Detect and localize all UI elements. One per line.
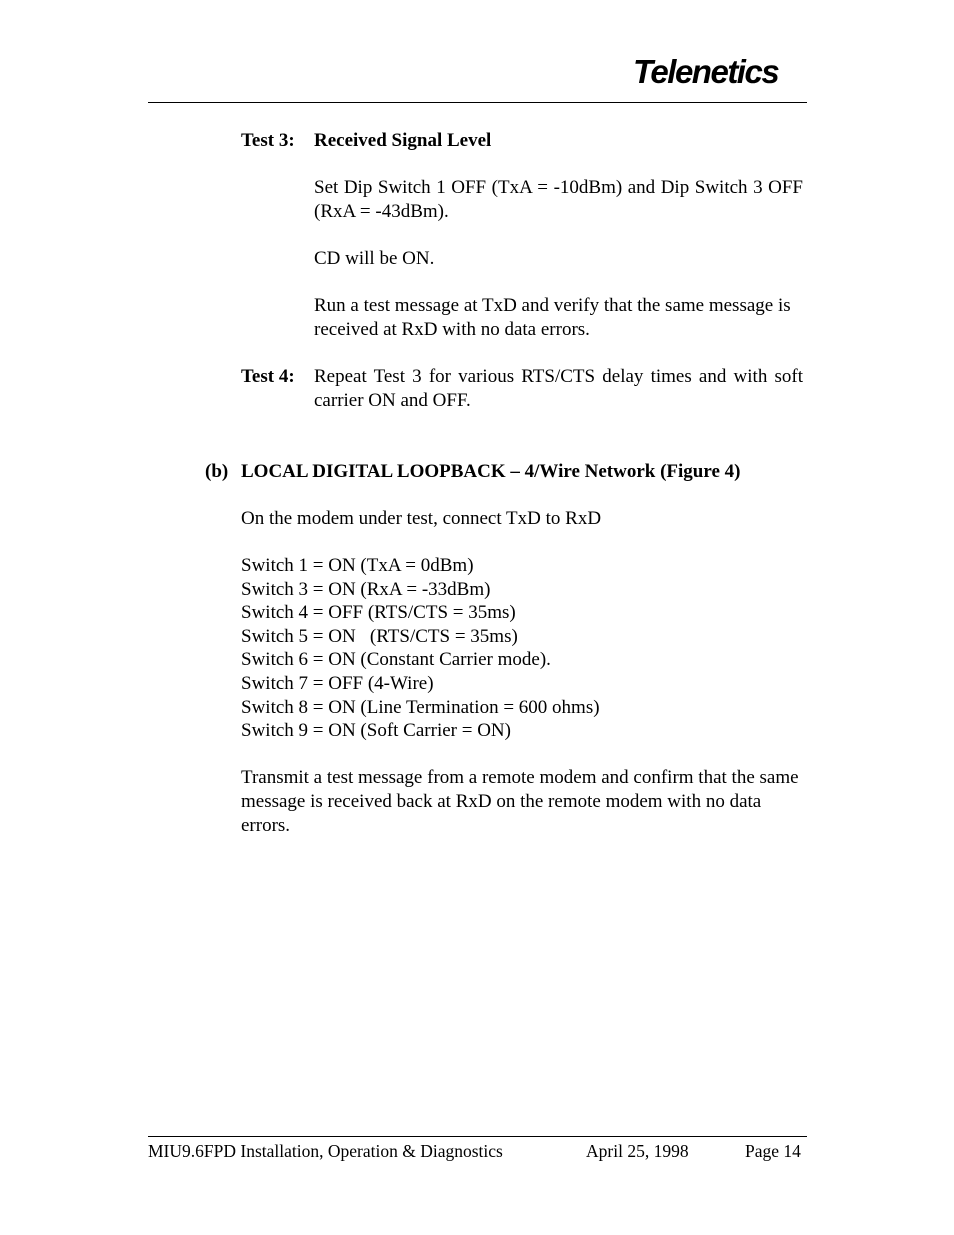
footer-doc-title: MIU9.6FPD Installation, Operation & Diagnostics xyxy=(148,1141,503,1161)
switch-settings-list xyxy=(241,554,600,743)
switch-setting: Switch 4 = OFF (RTS/CTS = 35ms) xyxy=(241,602,516,624)
test4-label: Test 4: xyxy=(241,366,295,387)
switch-setting: Switch 5 = ON (RTS/CTS = 35ms) xyxy=(241,625,518,647)
section-b-intro: On the modem under test, connect TxD to RxD xyxy=(241,508,602,529)
section-b-label: (b) xyxy=(205,461,229,482)
footer-divider xyxy=(148,1136,807,1137)
switch-setting: Switch 7 = OFF (4-Wire) xyxy=(241,672,434,694)
company-logo: Telenetics xyxy=(633,53,779,90)
test3-paragraph-3: Run a test message at TxD and verify that the same message is received at RxD with no data errors. xyxy=(314,295,791,340)
footer-date: April 25, 1998 xyxy=(586,1141,689,1161)
test4-paragraph: Repeat Test 3 for various RTS/CTS delay times and with soft carrier ON and OFF. xyxy=(314,366,803,411)
section-b-title: LOCAL DIGITAL LOOPBACK – 4/Wire Network (Figure 4) xyxy=(241,461,741,482)
test3-title: Received Signal Level xyxy=(314,130,492,151)
test3-paragraph-2: CD will be ON. xyxy=(314,248,435,269)
switch-setting: Switch 3 = ON (RxA = -33dBm) xyxy=(241,578,491,600)
test3-paragraph-1: Set Dip Switch 1 OFF (TxA = -10dBm) and Dip Switch 3 OFF (RxA = -43dBm). xyxy=(314,177,803,222)
switch-setting: Switch 8 = ON (Line Termination = 600 ohms) xyxy=(241,696,600,718)
switch-setting: Switch 6 = ON (Constant Carrier mode). xyxy=(241,649,551,671)
section-b-closing: Transmit a test message from a remote modem and confirm that the same message is received back at RxD on the remote modem with no data errors. xyxy=(241,767,799,836)
header-divider xyxy=(148,102,807,103)
switch-setting: Switch 1 = ON (TxA = 0dBm) xyxy=(241,555,474,576)
switch-setting: Switch 9 = ON (Soft Carrier = ON) xyxy=(241,720,511,742)
test3-label: Test 3: xyxy=(241,130,295,151)
footer-page-number: Page 14 xyxy=(745,1141,801,1161)
